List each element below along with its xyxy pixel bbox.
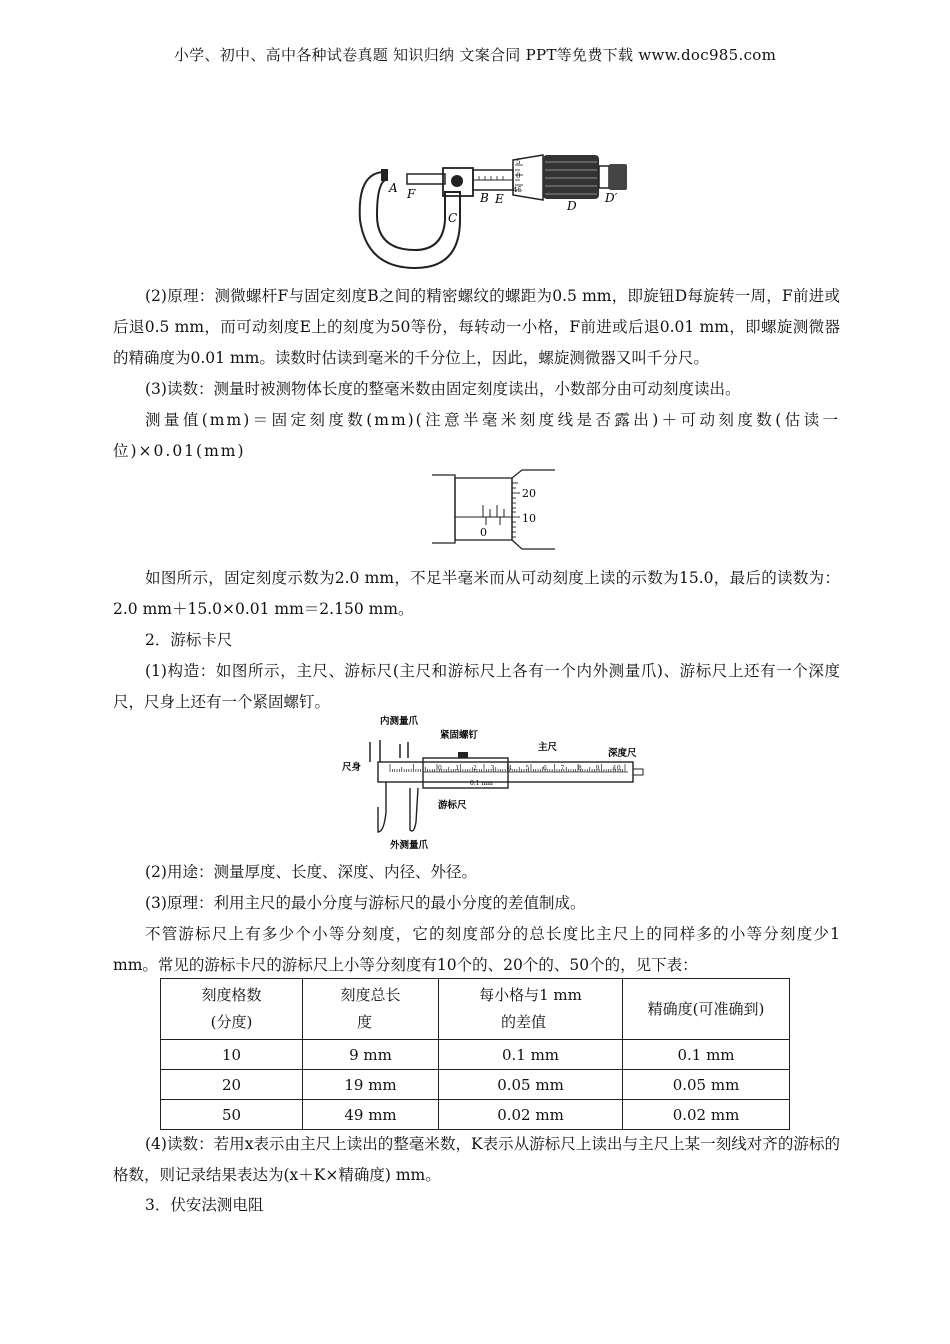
main-scale-number: 2 <box>473 765 477 772</box>
drum-tick-5: 5 <box>516 158 521 166</box>
paragraph-principle: (2)原理：测微螺杆F与固定刻度B之间的精密螺纹的螺距为0.5 mm，即旋钮D每旋转一周，F前进或后退0.5 mm，而可动刻度E上的刻度为50等份，每转动一小格，F前进或后退0.01 mm，即螺旋测微器的精确度为0.01 mm。读数时估读到毫米的千分位上，因此，螺旋测微器又叫千分尺。 <box>113 287 840 367</box>
main-scale-number: 6 <box>543 765 547 772</box>
table-row: 20 19 mm 0.05 mm 0.05 mm <box>161 1070 790 1100</box>
scale-tick-10: 10 <box>522 512 536 525</box>
vernier-unit-label: 0.1 mm <box>470 780 493 787</box>
paragraph-structure: (1)构造：如图所示，主尺、游标尺(主尺和游标尺上各有一个内外测量爪)、游标尺上还有一个深度尺，尺身上还有一个紧固螺钉。 <box>113 662 840 711</box>
micrometer-figure <box>355 150 635 275</box>
section-3-title: 3．伏安法测电阻 <box>145 1196 264 1214</box>
label-b: B <box>480 191 489 205</box>
drum-tick-45: 45 <box>513 186 522 194</box>
main-scale-number: 10 <box>613 765 621 772</box>
paragraph-formula: 测量值(mm)＝固定刻度数(mm)(注意半毫米刻度线是否露出)＋可动刻度数(估读一位)×0.01(mm) <box>113 411 840 460</box>
ruler-body-label: 尺身 <box>342 762 362 773</box>
depth-gauge-label: 深度尺 <box>608 748 637 759</box>
paragraph-use: (2)用途：测量厚度、长度、深度、内径、外径。 <box>145 863 477 881</box>
header-cell: 刻度格数 (分度) <box>161 979 303 1040</box>
paragraph-example: 如图所示，固定刻度示数为2.0 mm，不足半毫米而从可动刻度上读的示数为15.0，最后的读数为：2.0 mm＋15.0×0.01 mm＝2.150 mm。 <box>113 569 840 618</box>
header-cell: 精确度(可准确到) <box>623 979 790 1040</box>
header-cell: 刻度总长 度 <box>303 979 439 1040</box>
paragraph-principle-2: (3)原理：利用主尺的最小分度与游标尺的最小分度的差值制成。 <box>145 894 586 912</box>
main-scale-number: 4 <box>508 765 512 772</box>
locking-screw-label: 紧固螺钉 <box>440 730 479 741</box>
main-scale-label: 主尺 <box>538 742 558 753</box>
inner-jaw-label: 内测量爪 <box>380 716 419 727</box>
main-scale-number: 7 <box>560 765 565 772</box>
vernier-table <box>160 978 790 1130</box>
table-header-row <box>161 979 790 1040</box>
label-d-prime: D′ <box>605 191 618 205</box>
drum-tick-0: 0 <box>516 172 521 180</box>
label-d: D <box>567 199 577 213</box>
main-scale-number: 1 <box>455 765 460 772</box>
header-cell: 每小格与1 mm 的差值 <box>439 979 623 1040</box>
paragraph-reading: (3)读数：测量时被测物体长度的整毫米数由固定刻度读出，小数部分由可动刻度读出。 <box>145 380 741 398</box>
main-scale-number: 9 <box>595 765 600 772</box>
paragraph-reading-2: (4)读数：若用x表示由主尺上读出的整毫米数，K表示从游标尺上读出与主尺上某一刻线对齐的游标的格数，则记录结果表达为(x＋K×精确度) mm。 <box>113 1135 840 1184</box>
label-c: C <box>448 211 458 225</box>
label-f: F <box>407 187 416 201</box>
scale-tick-0: 0 <box>480 526 487 539</box>
scale-reading-figure <box>430 465 560 553</box>
outer-jaw-label: 外测量爪 <box>390 840 429 851</box>
main-scale-number: 5 <box>525 765 530 772</box>
paragraph-description: 不管游标尺上有多少个小等分刻度，它的刻度部分的总长度比主尺上的同样多的小等分刻度少1 mm。常见的游标卡尺的游标尺上小等分刻度有10个的、20个的、50个的，见下表： <box>113 925 840 974</box>
main-scale-number: 3 <box>490 765 495 772</box>
table-row: 50 49 mm 0.02 mm 0.02 mm <box>161 1100 790 1130</box>
scale-tick-20: 20 <box>522 487 536 500</box>
vernier-scale-label: 游标尺 <box>438 800 467 811</box>
caliper-figure <box>338 712 648 852</box>
main-scale-number: 0 <box>438 765 442 772</box>
section-2-title: 2．游标卡尺 <box>145 631 233 649</box>
label-e: E <box>495 192 504 206</box>
table-row: 10 9 mm 0.1 mm 0.1 mm <box>161 1040 790 1070</box>
main-scale-number: 8 <box>578 765 582 772</box>
page-header: 小学、初中、高中各种试卷真题 知识归纳 文案合同 PPT等免费下载 www.doc985.com <box>173 46 777 64</box>
label-a: A <box>389 181 398 195</box>
